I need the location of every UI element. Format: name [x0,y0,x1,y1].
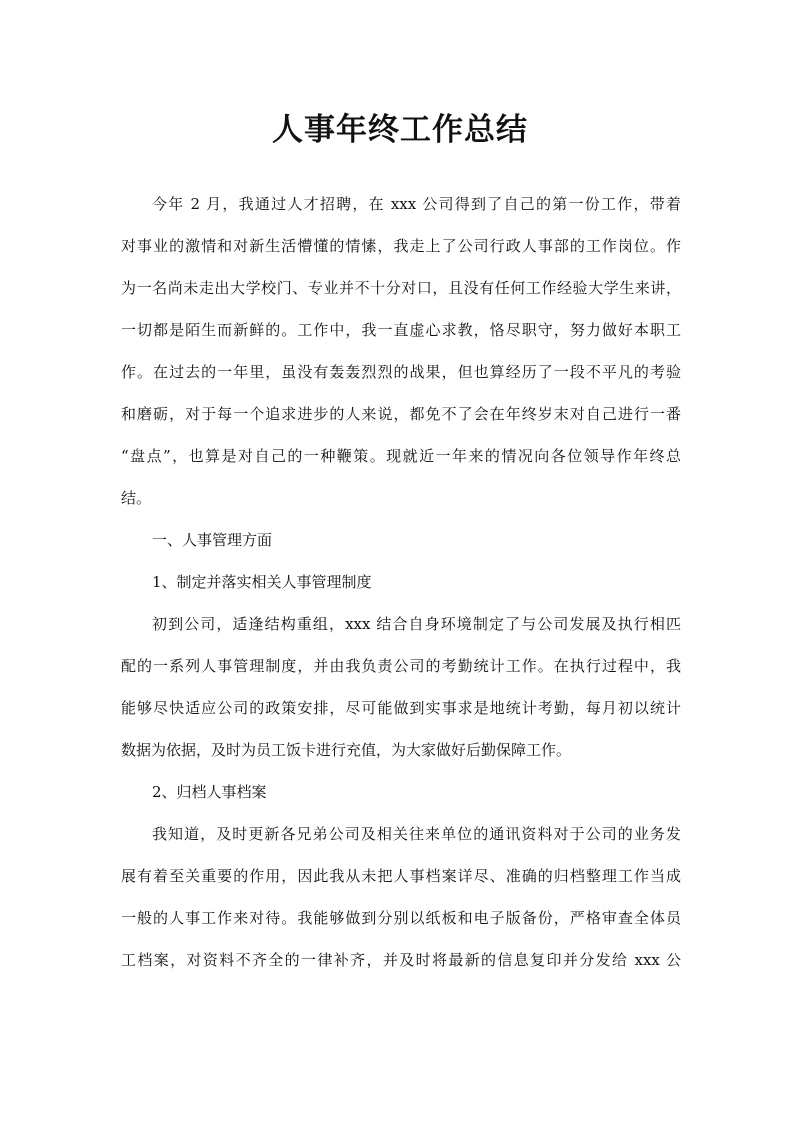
body-line: 展有着至关重要的作用，因此我从未把人事档案详尽、准确的归档整理工作当成 [121,867,681,885]
body-line: 能够尽快适应公司的政策安排，尽可能做到实事求是地统计考勤，每月初以统计 [121,699,681,717]
body-line: 结。 [121,489,152,507]
body-line: 和磨砺，对于每一个追求进步的人来说，都免不了会在年终岁末对自己进行一番 [121,405,681,423]
body-line: “盘点”，也算是对自己的一种鞭策。现就近一年来的情况向各位领导作年终总 [121,447,681,465]
body-line: 我知道，及时更新各兄弟公司及相关往来单位的通讯资料对于公司的业务发 [152,825,681,843]
body-line: 为一名尚未走出大学校门、专业并不十分对口，且没有任何工作经验大学生来讲， [121,279,681,297]
body-line: 初到公司，适逢结构重组，xxx 结合自身环境制定了与公司发展及执行相匹 [152,615,681,633]
body-line: 数据为依据，及时为员工饭卡进行充值，为大家做好后勤保障工作。 [121,741,572,759]
body-line: 今年 2 月，我通过人才招聘，在 xxx 公司得到了自己的第一份工作，带着 [152,195,681,213]
body-line: 一般的人事工作来对待。我能够做到分别以纸板和电子版备份，严格审查全体员 [121,909,681,927]
subsection-heading: 2、归档人事档案 [152,783,267,801]
section-heading: 一、人事管理方面 [152,531,273,549]
body-line: 一切都是陌生而新鲜的。工作中，我一直虚心求教，恪尽职守，努力做好本职工 [121,321,681,339]
body-line: 作。在过去的一年里，虽没有轰轰烈烈的战果，但也算经历了一段不平凡的考验 [121,363,681,381]
subsection-heading: 1、制定并落实相关人事管理制度 [152,573,372,591]
document-title: 人事年终工作总结 [272,112,528,148]
body-line: 对事业的激情和对新生活懵懂的情愫，我走上了公司行政人事部的工作岗位。作 [121,237,681,255]
body-line: 配的一系列人事管理制度，并由我负责公司的考勤统计工作。在执行过程中，我 [121,657,681,675]
body-line: 工档案，对资料不齐全的一律补齐，并及时将最新的信息复印并分发给 xxx 公 [121,951,681,969]
